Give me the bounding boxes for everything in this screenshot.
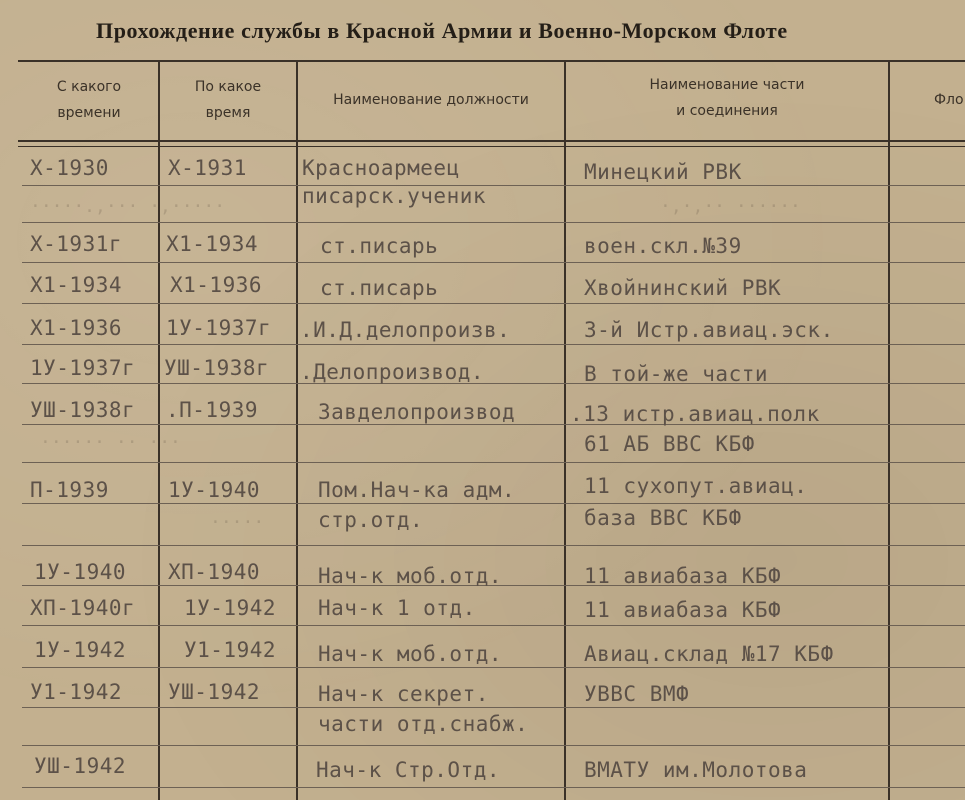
row-position: Нач-к секрет. xyxy=(318,682,489,706)
row-from: УШ-1938г xyxy=(30,398,136,422)
bleed-through-mark: ·,·,·· ······ xyxy=(660,196,801,217)
row-position: Нач-к моб.отд. xyxy=(318,564,503,588)
header-to-line: время xyxy=(205,105,251,121)
row-line xyxy=(22,383,965,384)
row-unit: Авиац.склад №17 КБФ xyxy=(584,642,834,666)
header-bottom-rule-2 xyxy=(18,146,965,147)
row-position: .Делопроизвод. xyxy=(300,360,485,384)
header-unit-line: Наименование части xyxy=(649,77,805,93)
row-unit: 11 авиабаза КБФ xyxy=(584,564,782,588)
row-from: X-1930 xyxy=(30,156,109,180)
row-to: ХП-1940 xyxy=(168,560,261,584)
row-unit: база ВВС КБФ xyxy=(584,506,742,530)
row-line xyxy=(22,545,965,546)
row-to: УШ-1938г xyxy=(164,356,270,380)
row-position: Нач-к моб.отд. xyxy=(318,642,503,666)
bleed-through-mark: ·····.,··· ·,····· xyxy=(30,196,226,217)
row-from: П-1939 xyxy=(30,478,109,502)
row-to: УШ-1942 xyxy=(168,680,261,704)
header-from-line: С какого xyxy=(56,79,122,95)
row-position: стр.отд. xyxy=(318,508,424,532)
row-line xyxy=(22,745,965,746)
row-position: Красноармеец xyxy=(302,156,460,180)
row-line xyxy=(22,222,965,223)
row-unit: УВВС ВМФ xyxy=(584,682,690,706)
row-position: писарск.ученик xyxy=(302,184,487,208)
row-unit: 11 авиабаза КБФ xyxy=(584,598,782,622)
column-divider xyxy=(296,62,298,800)
row-line xyxy=(22,462,965,463)
row-from: 1У-1940 xyxy=(34,560,127,584)
row-from: 1У-1942 xyxy=(34,638,127,662)
column-divider xyxy=(158,62,160,800)
row-unit: Минецкий РВК xyxy=(584,160,742,184)
row-to: .П-1939 xyxy=(166,398,259,422)
row-to: 1У-1942 xyxy=(184,596,277,620)
row-line xyxy=(22,503,965,504)
row-position: Завделопроизвод xyxy=(318,400,516,424)
column-divider xyxy=(564,62,566,800)
row-line xyxy=(22,707,965,708)
row-to: 1У-1940 xyxy=(168,478,261,502)
row-position: Нач-к 1 отд. xyxy=(318,596,476,620)
row-to: X-1931 xyxy=(168,156,247,180)
row-position: части отд.снабж. xyxy=(318,712,529,736)
header-from xyxy=(24,74,154,126)
row-unit: воен.скл.№39 xyxy=(584,234,742,258)
row-position: ст.писарь xyxy=(320,276,439,300)
header-unit xyxy=(568,72,886,124)
row-from: X-1931г xyxy=(30,232,123,256)
row-position: Нач-к Стр.Отд. xyxy=(316,758,501,782)
row-from: X1-1934 xyxy=(30,273,123,297)
header-fleet: Фло xyxy=(934,92,964,108)
header-from-line: времени xyxy=(57,105,121,121)
row-from: X1-1936 xyxy=(30,316,123,340)
row-to: У1-1942 xyxy=(184,638,277,662)
row-from: 1У-1937г xyxy=(30,356,136,380)
row-to: 1У-1937г xyxy=(166,316,272,340)
row-position: ст.писарь xyxy=(320,234,439,258)
row-unit: В той-же части xyxy=(584,362,769,386)
row-line xyxy=(22,262,965,263)
row-to: X1-1936 xyxy=(170,273,263,297)
row-unit: .13 истр.авиац.полк xyxy=(570,402,820,426)
row-line xyxy=(22,424,965,425)
bleed-through-mark: ······ ·· ··· xyxy=(40,432,181,453)
row-line xyxy=(22,344,965,345)
row-position: Пом.Нач-ка адм. xyxy=(318,478,516,502)
row-position: .И.Д.делопроизв. xyxy=(300,318,511,342)
row-unit: 11 сухопут.авиац. xyxy=(584,474,808,498)
row-unit: 3-й Истр.авиац.эск. xyxy=(584,318,834,342)
row-from: У1-1942 xyxy=(30,680,123,704)
row-line xyxy=(22,625,965,626)
page-title: Прохождение службы в Красной Армии и Военно-Морском Флоте xyxy=(96,18,788,43)
row-line xyxy=(22,303,965,304)
row-from: ХП-1940г xyxy=(30,596,136,620)
row-line xyxy=(22,667,965,668)
row-from: УШ-1942 xyxy=(34,754,127,778)
header-to xyxy=(162,74,294,126)
bleed-through-mark: ····· xyxy=(210,512,265,533)
row-unit: 61 АБ ВВС КБФ xyxy=(584,432,755,456)
row-unit: ВМАТУ им.Молотова xyxy=(584,758,808,782)
top-rule xyxy=(18,60,965,62)
row-to: X1-1934 xyxy=(166,232,259,256)
header-unit-line: и соединения xyxy=(676,103,778,119)
header-position: Наименование должности xyxy=(333,92,529,108)
header-bottom-rule xyxy=(18,140,965,142)
row-line xyxy=(22,787,965,788)
row-line xyxy=(22,185,965,186)
column-divider xyxy=(888,62,890,800)
row-unit: Хвойнинский РВК xyxy=(584,276,782,300)
header-to-line: По какое xyxy=(194,79,262,95)
